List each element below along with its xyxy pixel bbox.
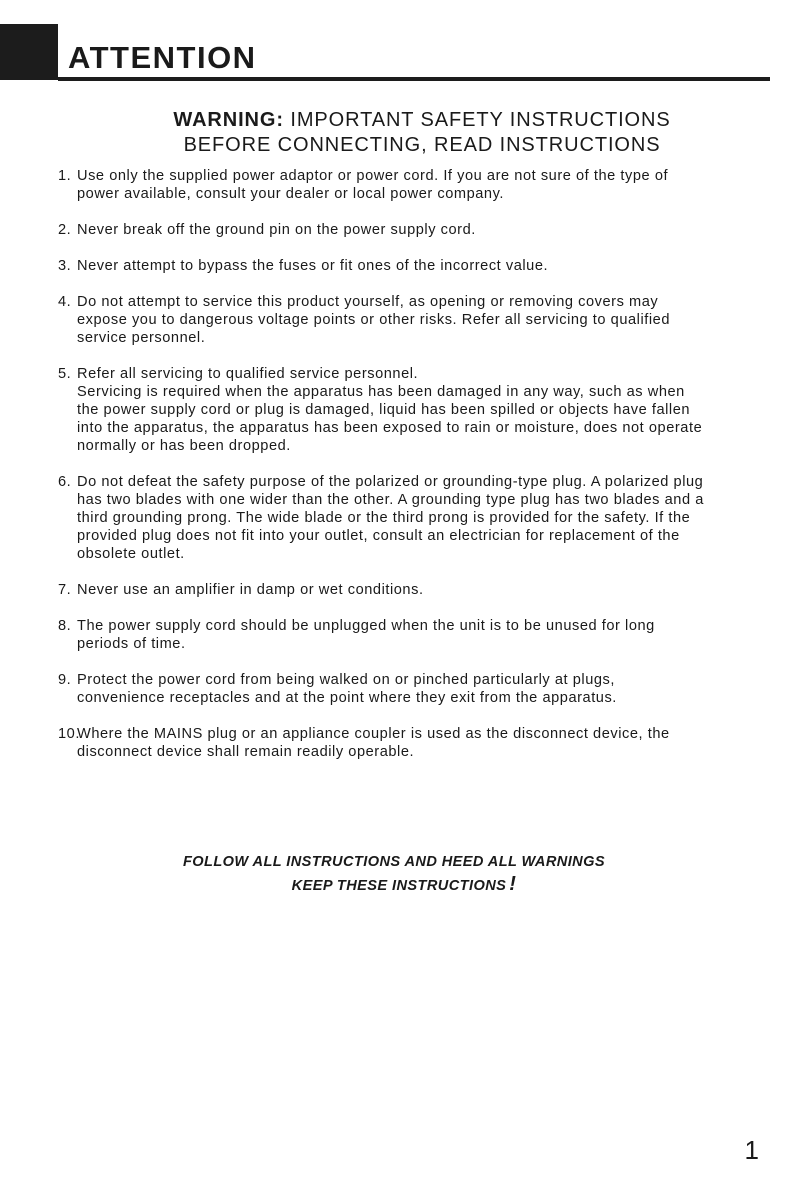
instruction-item (58, 671, 770, 707)
instruction-item (58, 581, 770, 599)
instruction-text: The power supply cord should be unplugged when the unit is to be unused for long periods of time. (77, 618, 655, 652)
instruction-number: 5. (58, 366, 72, 382)
warning-heading (0, 108, 808, 158)
instruction-text: Never attempt to bypass the fuses or fit ones of the incorrect value. (77, 258, 549, 274)
instruction-number: 9. (58, 672, 72, 688)
warning-line-1-text: IMPORTANT SAFETY INSTRUCTIONS (290, 109, 671, 131)
instruction-number: 4. (58, 294, 72, 310)
page-title: ATTENTION (68, 40, 257, 75)
instruction-item (58, 365, 770, 455)
instruction-item (58, 293, 770, 347)
closing-notice-line-1: FOLLOW ALL INSTRUCTIONS AND HEED ALL WARNINGS (182, 854, 605, 870)
warning-line-2: BEFORE CONNECTING, READ INSTRUCTIONS (183, 134, 661, 156)
instruction-number: 1. (58, 168, 72, 184)
instruction-number: 8. (58, 618, 72, 634)
warning-line-1 (36, 108, 808, 133)
instruction-item (58, 725, 770, 761)
instruction-item (58, 617, 770, 653)
page-number: 1 (744, 1135, 759, 1165)
title-underline-divider (58, 77, 770, 81)
closing-notice (0, 851, 808, 897)
instruction-number: 6. (58, 474, 72, 490)
instruction-number: 3. (58, 258, 72, 274)
instruction-text: Do not defeat the safety purpose of the polarized or grounding-type plug. A polarized plug has two blades with one wider than the other. A grounding type plug has two blades and a third grounding prong. The wide blade or the third prong is provided for the safety. If the provided plug does not fit into your outlet, consult an electrician for replacement of the obsolete outlet. (77, 474, 704, 562)
warning-label: WARNING: (173, 109, 284, 131)
safety-instructions-list (58, 167, 770, 779)
instruction-text: Do not attempt to service this product yourself, as opening or removing covers may expose you to dangerous voltage points or other risks. Refer all servicing to qualified service personnel. (77, 294, 670, 346)
instruction-text: Where the MAINS plug or an appliance coupler is used as the disconnect device, the disconnect device shall remain readily operable. (77, 726, 670, 760)
instruction-item (58, 221, 770, 239)
instruction-text: Protect the power cord from being walked on or pinched particularly at plugs, convenience receptacles and at the point where they exit from the apparatus. (77, 672, 617, 706)
instruction-number: 10. (58, 726, 80, 742)
closing-notice-line-2-text: KEEP THESE INSTRUCTIONS (291, 878, 507, 894)
instruction-item (58, 473, 770, 563)
instruction-item (58, 257, 770, 275)
instruction-text: Never break off the ground pin on the power supply cord. (77, 222, 476, 238)
instruction-text: Refer all servicing to qualified service personnel. Servicing is required when the apparatus has been damaged in any way, such as when the power supply cord or plug is damaged, liquid has been spilled or objects have fallen into the apparatus, the apparatus has been exposed to rain or moisture, does not operate normally or has been dropped. (77, 366, 703, 454)
closing-notice-line-2 (0, 873, 808, 897)
instruction-text: Never use an amplifier in damp or wet conditions. (77, 582, 424, 598)
instruction-item (58, 167, 770, 203)
instruction-number: 2. (58, 222, 72, 238)
exclamation-mark: ! (509, 873, 517, 895)
section-tab-marker (0, 24, 58, 80)
instruction-number: 7. (58, 582, 72, 598)
instruction-text: Use only the supplied power adaptor or power cord. If you are not sure of the type of power available, consult your dealer or local power company. (77, 168, 669, 202)
